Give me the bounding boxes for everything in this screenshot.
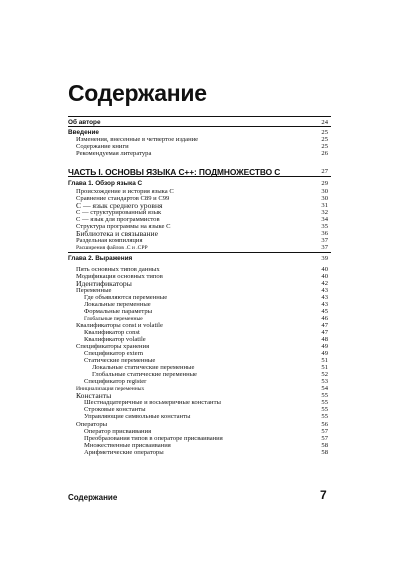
toc-entry-title: Преобразования типов в операторе присваивания <box>84 435 223 442</box>
toc-entry-page: 58 <box>321 449 328 456</box>
toc-entry-page: 37 <box>321 244 328 251</box>
toc-entry-page: 43 <box>321 301 328 308</box>
toc-entry-page: 29 <box>321 180 328 187</box>
toc-entry-page: 49 <box>321 350 328 357</box>
toc-entry-title: Локальные переменные <box>84 301 151 308</box>
toc-entry-page: 47 <box>321 329 328 336</box>
toc-entry[interactable] <box>68 413 331 421</box>
toc-entry-page: 47 <box>321 322 328 329</box>
toc-entry-page: 26 <box>321 150 328 157</box>
toc-entry-title: Спецификатор register <box>84 378 147 385</box>
toc-entry-title: Глобальные статические переменные <box>92 371 197 378</box>
toc-entry-page: 57 <box>321 428 328 435</box>
toc-entry-title: Глава 1. Обзор языка С <box>68 180 143 187</box>
toc-entry-page: 40 <box>321 273 328 280</box>
toc-entry-title: Квалификатор volatile <box>84 336 146 343</box>
toc-entry-title: ЧАСТЬ I. ОСНОВЫ ЯЗЫКА C++: ПОДМНОЖЕСТВО С <box>68 167 281 177</box>
toc-entry-page: 32 <box>321 209 328 216</box>
toc-entry-page: 58 <box>321 442 328 449</box>
toc-entry-title: Изменения, внесенные в четвертое издание <box>76 136 199 143</box>
toc-entry-page: 37 <box>321 237 328 244</box>
toc-entry[interactable] <box>68 180 331 188</box>
toc-entry-page: 34 <box>321 216 328 223</box>
toc-entry-page: 40 <box>321 266 328 273</box>
toc-entry-title: Управляющие символьные константы <box>84 413 191 420</box>
toc-entry-title: Модификация основных типов <box>76 273 163 280</box>
toc-entry-title: Глава 2. Выражения <box>68 255 133 262</box>
toc-entry-title: Оператор присваивания <box>84 428 152 435</box>
toc-entry-title: Шестнадцатеричные и восьмеричные константы <box>84 399 221 406</box>
page-number: 7 <box>320 488 327 502</box>
toc-entry-title: Квалификатор const <box>84 329 140 336</box>
toc-entry-title: Где объявляются переменные <box>84 294 168 301</box>
toc-entry-page: 55 <box>321 392 328 399</box>
toc-entry-title: Константы <box>76 391 112 400</box>
toc-entry-page: 30 <box>321 188 328 195</box>
toc-entry-page: 35 <box>321 223 328 230</box>
toc-entry-page: 43 <box>321 287 328 294</box>
section-rule <box>68 252 331 253</box>
toc-entry-page: 45 <box>321 308 328 315</box>
toc-entry-title: Структура программы на языке С <box>76 223 171 230</box>
toc-entry-page: 54 <box>321 385 328 392</box>
toc-entry-title: Библиотека и связывание <box>76 229 158 238</box>
toc-entry-title: Пять основных типов данных <box>76 266 160 273</box>
toc-entry-page: 49 <box>321 343 328 350</box>
toc-entry-page: 55 <box>321 406 328 413</box>
toc-entry[interactable] <box>68 449 331 457</box>
toc-entry-title: Раздельная компиляция <box>76 237 143 244</box>
toc-entry-title: Идентификаторы <box>76 279 132 288</box>
toc-entry-title: Рекомендуемая литература <box>76 150 152 157</box>
toc-entry-title: Глобальные переменные <box>84 316 143 322</box>
toc-entry-page: 51 <box>321 364 328 371</box>
toc-entry[interactable] <box>68 168 331 176</box>
running-footer-title: Содержание <box>68 493 118 502</box>
section-rule <box>68 176 331 177</box>
section-rule <box>68 126 331 127</box>
toc-entry-title: Квалификаторы const и volatile <box>76 322 163 329</box>
toc-entry-page: 55 <box>321 413 328 420</box>
toc-entry-title: Операторы <box>76 421 108 428</box>
toc-entry-title: Происхождение и история языка С <box>76 188 174 195</box>
toc-entry[interactable] <box>68 255 331 263</box>
toc-entry-page: 31 <box>321 202 328 209</box>
toc-entry-title: Переменные <box>76 287 112 294</box>
toc-entry-title: Содержание книги <box>76 143 129 150</box>
toc-entry-page: 36 <box>321 230 328 237</box>
toc-entry-page: 25 <box>321 129 328 136</box>
toc-entry-title: С — структурированный язык <box>76 209 162 216</box>
toc-entry-page: 27 <box>321 168 328 175</box>
toc-entry-title: Локальные статические переменные <box>92 364 195 371</box>
toc-entry-page: 46 <box>321 315 328 322</box>
toc-entry-page: 42 <box>321 280 328 287</box>
toc-entry-page: 55 <box>321 399 328 406</box>
toc-entry-title: Формальные параметры <box>84 308 153 315</box>
toc-entry-page: 52 <box>321 371 328 378</box>
toc-entry-title: Арифметические операторы <box>84 449 164 456</box>
toc-entry-title: Строковые константы <box>84 406 146 413</box>
toc-entry-title: Введение <box>68 129 99 136</box>
section-rule <box>68 116 331 117</box>
toc-entry-page: 43 <box>321 294 328 301</box>
toc-entry-title: С — язык среднего уровня <box>76 201 163 210</box>
toc-entry-page: 39 <box>321 255 328 262</box>
toc-entry-page: 48 <box>321 336 328 343</box>
toc-entry-title: Расширения файлов .С и .СРР <box>76 245 148 251</box>
toc-entry-title: Инициализация переменных <box>76 386 145 392</box>
toc-entry-title: С — язык для программистов <box>76 216 160 223</box>
toc-entry-title: Множественные присваивания <box>84 442 171 449</box>
toc-entry-title: Об авторе <box>68 119 101 126</box>
toc-entry-title: Спецификаторы хранения <box>76 343 150 350</box>
toc-entry[interactable] <box>68 150 331 158</box>
toc-entry-title: Статические переменные <box>84 357 156 364</box>
toc-entry-page: 56 <box>321 421 328 428</box>
toc-entry-title: Сравнение стандартов С89 и С99 <box>76 195 170 202</box>
toc-entry[interactable] <box>68 244 331 252</box>
toc-entry-page: 25 <box>321 143 328 150</box>
toc-entry-page: 25 <box>321 136 328 143</box>
toc-entry-page: 51 <box>321 357 328 364</box>
page-title: Содержание <box>68 80 207 106</box>
toc-entry-title: Спецификатор extern <box>84 350 144 357</box>
toc-entry-page: 53 <box>321 378 328 385</box>
toc-entry-page: 24 <box>321 119 328 126</box>
toc-entry-page: 57 <box>321 435 328 442</box>
toc-entry-page: 30 <box>321 195 328 202</box>
